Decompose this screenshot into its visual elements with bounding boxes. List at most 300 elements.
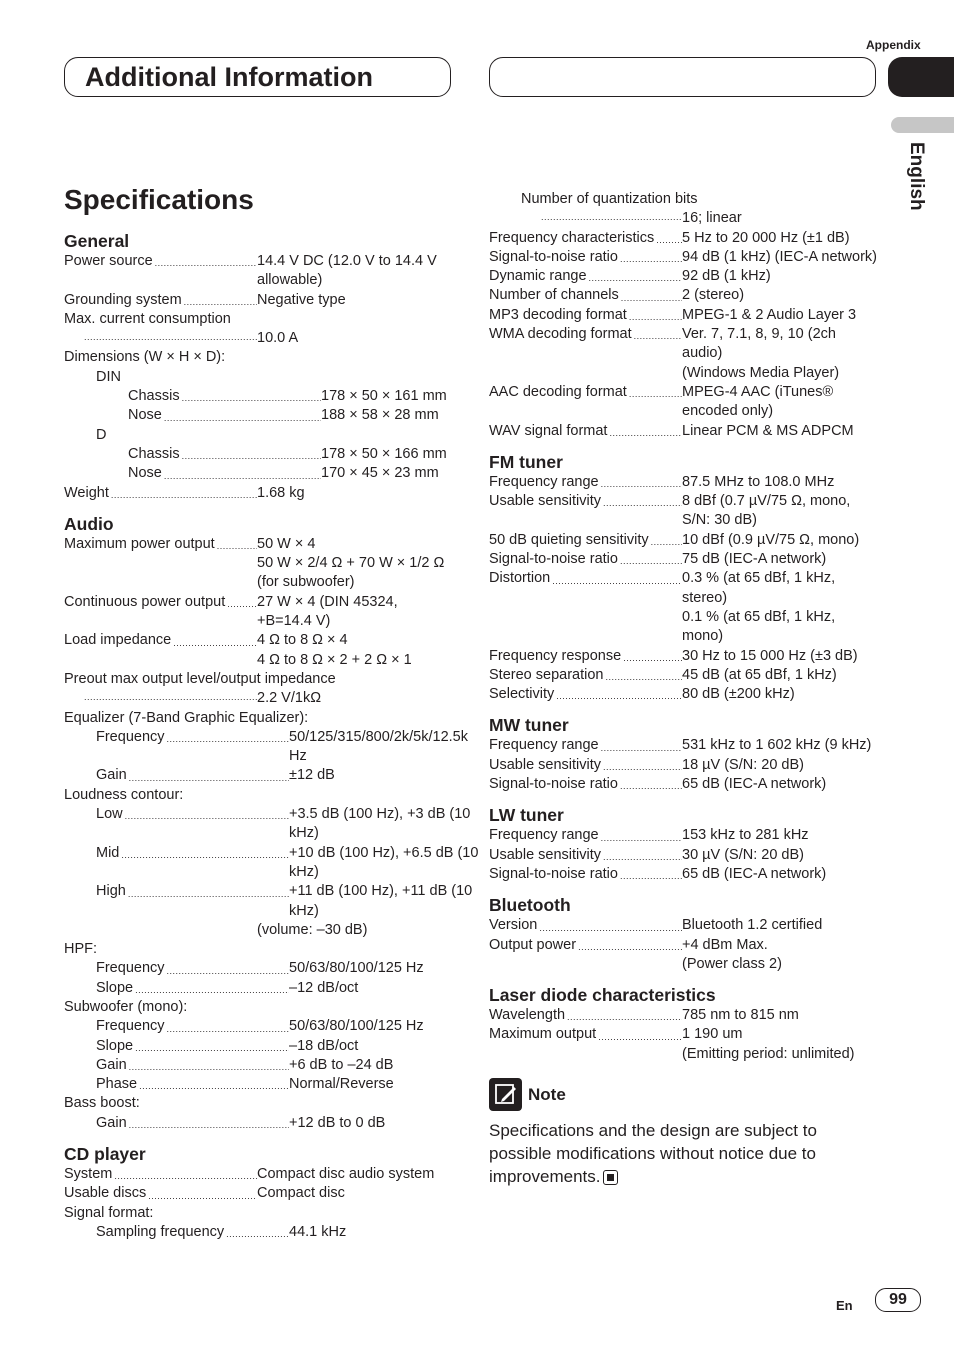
spec-row [489, 955, 881, 974]
spec-value: 1 190 um [682, 1026, 743, 1043]
spec-label: Frequency range [489, 827, 599, 844]
leader-dots [165, 1021, 289, 1037]
spec-row [64, 1056, 456, 1075]
spec-label-cell [64, 464, 321, 483]
spec-label: Dynamic range [489, 268, 587, 285]
spec-label-cell [64, 1114, 289, 1133]
spec-label-cell [489, 826, 682, 845]
spec-row [489, 383, 881, 422]
spec-label: Subwoofer (mono): [64, 998, 188, 1015]
spec-value: 50 W × 2/4 Ω + 70 W × 1/2 Ω (for subwoofer) [257, 555, 445, 591]
leader-dots [127, 1117, 289, 1133]
leader-dots [601, 759, 682, 775]
section-heading-lw-tuner: LW tuner [489, 805, 564, 826]
spec-row [64, 1184, 456, 1203]
spec-label: Weight [64, 484, 109, 501]
spec-row [64, 728, 468, 767]
spec-row [489, 306, 881, 325]
spec-label: Usable discs [64, 1185, 147, 1202]
leader-dots [621, 650, 682, 666]
spec-row [64, 689, 456, 708]
spec-value: 50/125/315/800/2k/5k/12.5k Hz [289, 728, 468, 765]
spec-label: Slope [96, 1037, 134, 1054]
spec-value: 10.0 A [257, 330, 299, 347]
spec-value: 30 Hz to 15 000 Hz (±3 dB) [682, 647, 858, 664]
pencil-icon [489, 1078, 522, 1111]
spec-row [64, 786, 456, 805]
spec-label: Nose [128, 407, 162, 424]
spec-value: 0.3 % (at 65 dBf, 1 kHz, stereo) [682, 570, 836, 606]
leader-dots [119, 847, 289, 863]
spec-label: Chassis [128, 445, 180, 462]
spec-value: +4 dBm Max. [682, 936, 768, 953]
leader-dots [162, 410, 321, 426]
spec-row [64, 1075, 456, 1094]
spec-value: 178 × 50 × 161 mm [321, 388, 447, 405]
spec-label: Signal-to-noise ratio [489, 776, 618, 793]
leader-dots [146, 1188, 257, 1204]
spec-row [64, 554, 456, 593]
leader-dots [587, 270, 682, 286]
end-mark-icon [603, 1170, 618, 1185]
leader-dots [618, 553, 682, 569]
spec-row [64, 940, 456, 959]
spec-value: 2 (stereo) [682, 287, 745, 304]
spec-label-cell [489, 267, 682, 286]
spec-label-cell [64, 882, 289, 901]
spec-label-cell [64, 535, 257, 554]
spec-row [489, 1025, 881, 1044]
spec-row [64, 593, 456, 632]
spec-value: +11 dB (100 Hz), +11 dB (10 kHz) [289, 883, 473, 919]
spec-label: WMA decoding format [489, 326, 632, 343]
spec-row [64, 1017, 456, 1036]
spec-label-cell [489, 936, 682, 955]
section-heading-audio: Audio [64, 513, 114, 534]
spec-row [489, 846, 881, 865]
note-text: Specifications and the design are subject to possible modifications without notice due to improvements. [489, 1120, 817, 1186]
spec-label: Frequency [96, 728, 165, 745]
section-heading-fm-tuner: FM tuner [489, 451, 563, 472]
spec-label-cell [64, 805, 289, 824]
spec-label-cell [64, 252, 257, 271]
spec-value: +12 dB to 0 dB [289, 1114, 386, 1131]
spec-row [489, 286, 881, 305]
spec-value: 65 dB (IEC-A network) [682, 776, 827, 793]
spec-label: Frequency range [489, 737, 599, 754]
spec-label: Usable sensitivity [489, 756, 602, 773]
spec-row [64, 535, 456, 554]
spec-value: MPEG-1 & 2 Audio Layer 3 [682, 306, 857, 323]
language-tab [891, 117, 954, 133]
spec-row [489, 1045, 881, 1064]
page-title: Specifications [64, 184, 254, 215]
spec-row [64, 882, 473, 921]
leader-dots [619, 290, 682, 306]
spec-row [489, 492, 881, 531]
spec-label-cell [489, 1006, 682, 1025]
spec-label: Gain [96, 767, 127, 784]
spec-value: (Power class 2) [682, 955, 782, 972]
spec-value: 2.2 V/1kΩ [257, 690, 322, 707]
spec-label-cell [489, 209, 682, 225]
spec-label-cell [489, 531, 682, 550]
leader-dots [64, 689, 257, 705]
spec-label-cell [64, 844, 289, 863]
leader-dots [627, 309, 682, 325]
leader-dots [171, 635, 257, 651]
spec-row [64, 484, 456, 503]
spec-row [64, 844, 479, 883]
spec-label-cell [489, 248, 682, 267]
spec-label-cell [64, 766, 289, 785]
spec-label: Selectivity [489, 686, 555, 703]
spec-value: +10 dB (100 Hz), +6.5 dB (10 kHz) [289, 844, 479, 880]
leader-dots [64, 329, 257, 345]
spec-label: Maximum power output [64, 535, 215, 552]
language-label: English [906, 142, 927, 211]
spec-label-cell [489, 756, 682, 775]
spec-row [64, 1165, 456, 1184]
spec-row [489, 473, 881, 492]
spec-value: 1.68 kg [257, 484, 305, 501]
spec-label-cell [489, 229, 682, 248]
spec-row [489, 531, 881, 550]
leader-dots [618, 778, 682, 794]
spec-label-cell [64, 329, 257, 345]
spec-label: Frequency [96, 960, 165, 977]
leader-dots [123, 808, 289, 824]
spec-row [64, 252, 456, 291]
spec-row [64, 670, 456, 689]
spec-label-cell [489, 569, 682, 588]
spec-row [489, 550, 881, 569]
spec-value: 5 Hz to 20 000 Hz (±1 dB) [682, 229, 850, 246]
spec-label: Sampling frequency [96, 1223, 225, 1240]
spec-value: 4 Ω to 8 Ω × 2 + 2 Ω × 1 [257, 651, 412, 668]
spec-label-cell [64, 959, 289, 978]
section-heading-bluetooth: Bluetooth [489, 895, 571, 916]
spec-label-cell [64, 1165, 257, 1184]
spec-label: Frequency range [489, 473, 599, 490]
spec-label-cell [64, 291, 257, 310]
spec-label-cell [489, 647, 682, 666]
leader-dots [182, 294, 257, 310]
spec-label: Usable sensitivity [489, 846, 602, 863]
spec-label: Frequency characteristics [489, 229, 655, 246]
spec-label: Grounding system [64, 291, 182, 308]
spec-value: Compact disc [257, 1185, 345, 1202]
spec-value: 18 µV (S/N: 20 dB) [682, 756, 804, 773]
spec-label: Usable sensitivity [489, 493, 602, 510]
leader-dots [537, 920, 682, 936]
spec-row [489, 1006, 881, 1025]
spec-value: Linear PCM & MS ADPCM [682, 422, 854, 439]
leader-dots [133, 982, 289, 998]
leader-dots [133, 1040, 289, 1056]
spec-value: +6 dB to –24 dB [289, 1056, 394, 1073]
spec-row [489, 190, 881, 209]
section-heading-general: General [64, 231, 130, 251]
spec-row [489, 685, 881, 704]
spec-value: 50/63/80/100/125 Hz [289, 1018, 424, 1035]
leader-dots [112, 1168, 257, 1184]
spec-row [489, 229, 881, 248]
spec-label: System [64, 1166, 113, 1183]
spec-label: Signal format: [64, 1204, 154, 1221]
spec-value: 87.5 MHz to 108.0 MHz [682, 473, 835, 490]
right-spec-column [489, 190, 881, 1188]
spec-label: Power source [64, 253, 153, 269]
spec-value: Ver. 7, 7.1, 8, 9, 10 (2ch audio) [682, 326, 836, 362]
spec-value: Compact disc audio system [257, 1166, 435, 1183]
spec-value: 65 dB (IEC-A network) [682, 865, 827, 882]
spec-label: Gain [96, 1056, 127, 1073]
spec-row [489, 916, 881, 935]
leader-dots [165, 731, 289, 747]
spec-row [64, 329, 456, 348]
section-heading-cd-player: CD player [64, 1144, 146, 1165]
spec-label-cell [64, 1017, 289, 1036]
leader-dots [654, 232, 682, 248]
spec-row [64, 1037, 456, 1056]
spec-label-cell [64, 1223, 289, 1242]
spec-label-cell [489, 685, 682, 704]
spec-label: Phase [96, 1076, 138, 1093]
spec-label-cell [489, 736, 682, 755]
spec-value: 14.4 V DC (12.0 V to 14.4 V allowable) [257, 253, 437, 289]
leader-dots [599, 476, 682, 492]
spec-value: MPEG-4 AAC (iTunes® encoded only) [682, 383, 834, 420]
spec-row [489, 569, 881, 608]
spec-value: Negative type [257, 291, 346, 308]
spec-row [489, 736, 881, 755]
leader-dots [596, 1029, 682, 1045]
spec-label: Low [96, 806, 123, 823]
spec-label: Output power [489, 936, 577, 953]
spec-row [64, 979, 456, 998]
spec-label-cell [489, 550, 682, 569]
spec-value: 0.1 % (at 65 dBf, 1 kHz, mono) [682, 608, 836, 645]
spec-label: Dimensions (W × H × D): [64, 349, 226, 366]
leader-dots [180, 448, 321, 464]
spec-label: Signal-to-noise ratio [489, 248, 618, 265]
spec-label: MP3 decoding format [489, 306, 627, 323]
spec-row [64, 1094, 456, 1113]
spec-value: 8 dBf (0.7 µV/75 Ω, mono, S/N: 30 dB) [682, 493, 851, 529]
spec-label-cell [64, 1056, 289, 1075]
spec-label: Bass boost: [64, 1095, 140, 1112]
spec-row [489, 647, 881, 666]
leader-dots [627, 386, 682, 402]
spec-value: +3.5 dB (100 Hz), +3 dB (10 kHz) [289, 806, 471, 842]
spec-row [64, 1114, 456, 1133]
spec-row [489, 936, 881, 955]
spec-label-cell [489, 846, 682, 865]
spec-label-cell [64, 593, 257, 612]
appendix-label: Appendix [866, 38, 921, 52]
spec-row [64, 348, 456, 367]
header-blank-pill [489, 57, 876, 97]
spec-value: (Emitting period: unlimited) [682, 1045, 855, 1062]
leader-dots [165, 963, 289, 979]
leader-dots [599, 830, 682, 846]
spec-row [64, 805, 471, 844]
note-header [489, 1078, 881, 1111]
spec-label-cell [64, 631, 257, 650]
spec-row [64, 766, 456, 785]
note-label: Note [528, 1084, 566, 1104]
spec-label-cell [489, 422, 682, 441]
spec-row [64, 368, 456, 387]
spec-row [64, 291, 456, 310]
leader-dots [137, 1078, 289, 1094]
spec-row [64, 651, 456, 670]
spec-value: 153 kHz to 281 kHz [682, 827, 809, 844]
spec-label: Signal-to-noise ratio [489, 551, 618, 568]
spec-label-cell [64, 484, 257, 503]
spec-label: Stereo separation [489, 666, 604, 683]
spec-value: 92 dB (1 kHz) [682, 268, 771, 285]
spec-row [64, 387, 456, 406]
leader-dots [225, 596, 257, 612]
spec-value: 75 dB (IEC-A network) [682, 551, 827, 568]
spec-label: Mid [96, 844, 120, 861]
spec-value: 50/63/80/100/125 Hz [289, 960, 424, 977]
leader-dots [601, 849, 682, 865]
spec-label-cell [64, 1037, 289, 1056]
spec-label: Nose [128, 465, 162, 482]
spec-value: (volume: –30 dB) [257, 921, 368, 938]
leader-dots [180, 390, 321, 406]
appendix-tab [888, 57, 954, 97]
spec-row [489, 267, 881, 286]
spec-value: (Windows Media Player) [682, 364, 840, 381]
leader-dots [126, 886, 289, 902]
spec-row [489, 826, 881, 845]
leader-dots [618, 868, 682, 884]
leader-dots [127, 770, 289, 786]
spec-label: Continuous power output [64, 593, 226, 610]
spec-label: Distortion [489, 570, 551, 587]
section-heading-laser-diode-characteristics: Laser diode characteristics [489, 985, 716, 1006]
spec-value: 44.1 kHz [289, 1223, 347, 1240]
spec-row [64, 445, 456, 464]
spec-label-cell [489, 473, 682, 492]
leader-dots [576, 939, 682, 955]
spec-label: Equalizer (7-Band Graphic Equalizer): [64, 709, 309, 726]
spec-row [64, 464, 456, 483]
spec-label: Preout max output level/output impedance [64, 670, 336, 687]
spec-value: 45 dB (at 65 dBf, 1 kHz) [682, 666, 837, 683]
spec-label: Gain [96, 1114, 127, 1131]
spec-row [64, 921, 456, 940]
leader-dots [215, 538, 257, 554]
spec-value: ±12 dB [289, 767, 335, 784]
spec-label: 50 dB quieting sensitivity [489, 531, 649, 548]
spec-label-cell [489, 1025, 682, 1044]
section-title: Additional Information [85, 62, 373, 92]
leader-dots [607, 425, 682, 441]
spec-label-cell [64, 1184, 257, 1203]
spec-label-cell [64, 689, 257, 705]
spec-label: Wavelength [489, 1007, 566, 1024]
spec-label: Frequency [96, 1018, 165, 1035]
spec-row [489, 756, 881, 775]
spec-label: Loudness contour: [64, 786, 184, 803]
leader-dots [618, 251, 682, 267]
spec-row [489, 364, 881, 383]
spec-label: Version [489, 917, 538, 934]
spec-row [64, 1223, 456, 1242]
spec-label: Number of quantization bits [521, 191, 698, 207]
leader-dots [554, 688, 682, 704]
spec-label: AAC decoding format [489, 383, 627, 400]
spec-label-cell [64, 979, 289, 998]
spec-row [64, 709, 456, 728]
spec-label-cell [489, 775, 682, 794]
leader-dots [109, 487, 257, 503]
spec-label-cell [489, 306, 682, 325]
spec-label: Number of channels [489, 287, 619, 304]
spec-label: DIN [96, 368, 121, 385]
spec-row [64, 631, 456, 650]
spec-value: 785 nm to 815 nm [682, 1007, 799, 1024]
spec-label-cell [64, 728, 289, 747]
spec-label: Max. current consumption [64, 310, 231, 327]
spec-label-cell [64, 1075, 289, 1094]
spec-row [64, 426, 456, 445]
spec-label: Signal-to-noise ratio [489, 865, 618, 882]
spec-label-cell [489, 916, 682, 935]
spec-value: 531 kHz to 1 602 kHz (9 kHz) [682, 737, 872, 754]
spec-row [64, 959, 456, 978]
spec-value: 50 W × 4 [257, 535, 316, 552]
footer-language: En [836, 1298, 853, 1313]
spec-row [489, 209, 881, 228]
spec-row [64, 406, 456, 425]
spec-value: 178 × 50 × 166 mm [321, 445, 447, 462]
section-heading-mw-tuner: MW tuner [489, 715, 569, 736]
spec-label-cell [489, 865, 682, 884]
leader-dots [153, 255, 257, 271]
leader-dots [601, 495, 682, 511]
spec-value: 27 W × 4 (DIN 45324, +B=14.4 V) [257, 593, 398, 630]
page-number: 99 [875, 1288, 921, 1312]
spec-label-cell [489, 666, 682, 685]
spec-row [489, 865, 881, 884]
spec-value: 188 × 58 × 28 mm [321, 407, 439, 424]
leader-dots [649, 534, 682, 550]
spec-label: Frequency response [489, 647, 622, 664]
spec-label: Load impedance [64, 632, 172, 649]
spec-label: High [96, 883, 126, 900]
spec-value: Normal/Reverse [289, 1076, 394, 1093]
spec-label: Slope [96, 979, 134, 996]
spec-label: WAV signal format [489, 422, 608, 439]
spec-value: 4 Ω to 8 Ω × 4 [257, 632, 348, 649]
leader-dots [127, 1059, 289, 1075]
spec-label-cell [489, 383, 682, 402]
left-spec-column [64, 230, 479, 1242]
spec-row [489, 248, 881, 267]
spec-value: –12 dB/oct [289, 979, 359, 996]
spec-row [489, 608, 881, 647]
leader-dots [224, 1226, 289, 1242]
spec-label: D [96, 426, 107, 443]
spec-row [489, 666, 881, 685]
spec-row [489, 775, 881, 794]
